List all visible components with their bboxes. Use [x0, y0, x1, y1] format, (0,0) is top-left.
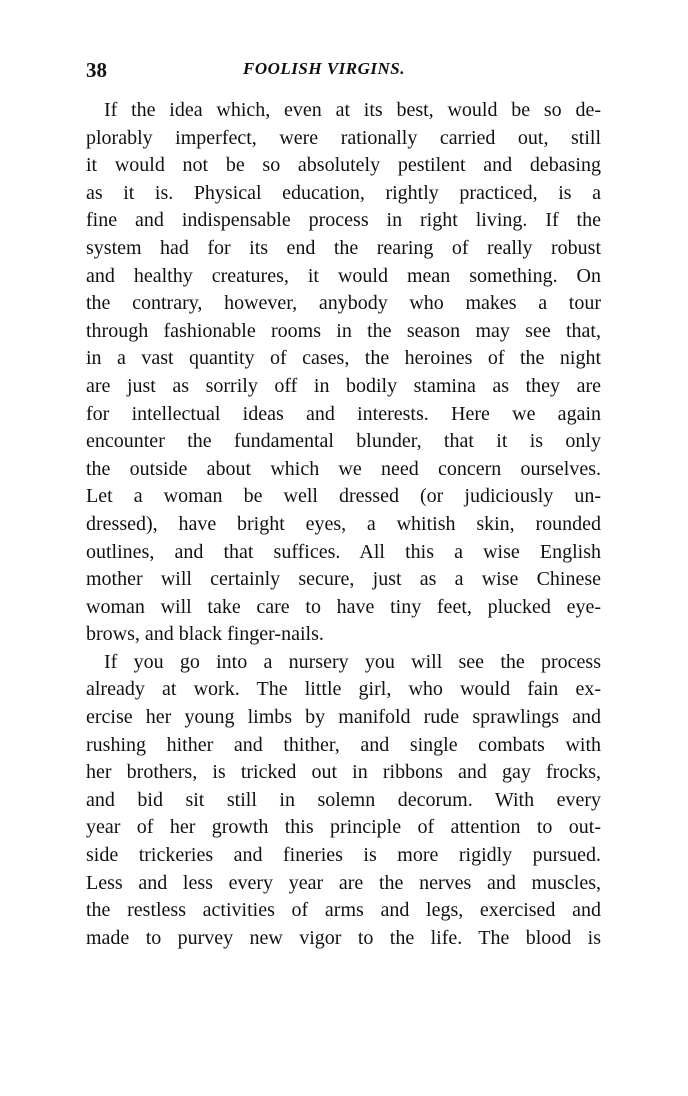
text-line: ercise her young limbs by manifold rude sprawlings and [86, 706, 601, 729]
text-line: are just as sorrily off in bodily stamina as they are [86, 374, 601, 397]
page-header [86, 58, 601, 86]
text-line: year of her growth this principle of attention to out- [86, 816, 601, 839]
text-line: If you go into a nursery you will see the process [104, 650, 601, 673]
text-line: it would not be so absolutely pestilent and debasing [86, 154, 601, 177]
text-line: as it is. Physical education, rightly practiced, is a [86, 181, 601, 204]
text-line: her brothers, is tricked out in ribbons and gay frocks, [86, 761, 601, 784]
text-line: already at work. The little girl, who would fain ex- [86, 678, 601, 701]
text-line: encounter the fundamental blunder, that it is only [86, 430, 601, 453]
text-line: brows, and black finger-nails. [86, 623, 324, 646]
text-line: in a vast quantity of cases, the heroines of the night [86, 347, 601, 370]
text-line: dressed), have bright eyes, a whitish skin, rounded [86, 512, 601, 535]
text-line: mother will certainly secure, just as a wise Chinese [86, 568, 601, 591]
text-line: outlines, and that suffices. All this a wise English [86, 540, 601, 563]
text-line: system had for its end the rearing of really robust [86, 236, 601, 259]
text-line: fine and indispensable process in right living. If the [86, 209, 601, 232]
text-line: the outside about which we need concern ourselves. [86, 457, 601, 480]
text-line: Less and less every year are the nerves and muscles, [86, 871, 601, 894]
text-line: If the idea which, even at its best, would be so de- [104, 99, 601, 121]
text-line: the contrary, however, anybody who makes a tour [86, 292, 601, 315]
text-line: rushing hither and thither, and single combats with [86, 733, 601, 756]
running-title: FOOLISH VIRGINS. [243, 59, 405, 78]
text-line: woman will take care to have tiny feet, plucked eye- [86, 595, 601, 618]
text-line: side trickeries and fineries is more rigidly pursued. [86, 844, 601, 867]
text-line: Let a woman be well dressed (or judiciously un- [86, 485, 601, 508]
text-line: the restless activities of arms and legs, exercised and [86, 899, 601, 922]
text-line: plorably imperfect, were rationally carried out, still [86, 126, 601, 149]
text-line: for intellectual ideas and interests. Here we again [86, 402, 601, 425]
text-line: and bid sit still in solemn decorum. With every [86, 788, 601, 811]
page-number: 38 [86, 58, 107, 82]
text-line: and healthy creatures, it would mean something. On [86, 264, 601, 287]
text-line: through fashionable rooms in the season may see that, [86, 319, 601, 342]
body-text [86, 97, 601, 952]
text-line: made to purvey new vigor to the life. The blood is [86, 926, 601, 949]
